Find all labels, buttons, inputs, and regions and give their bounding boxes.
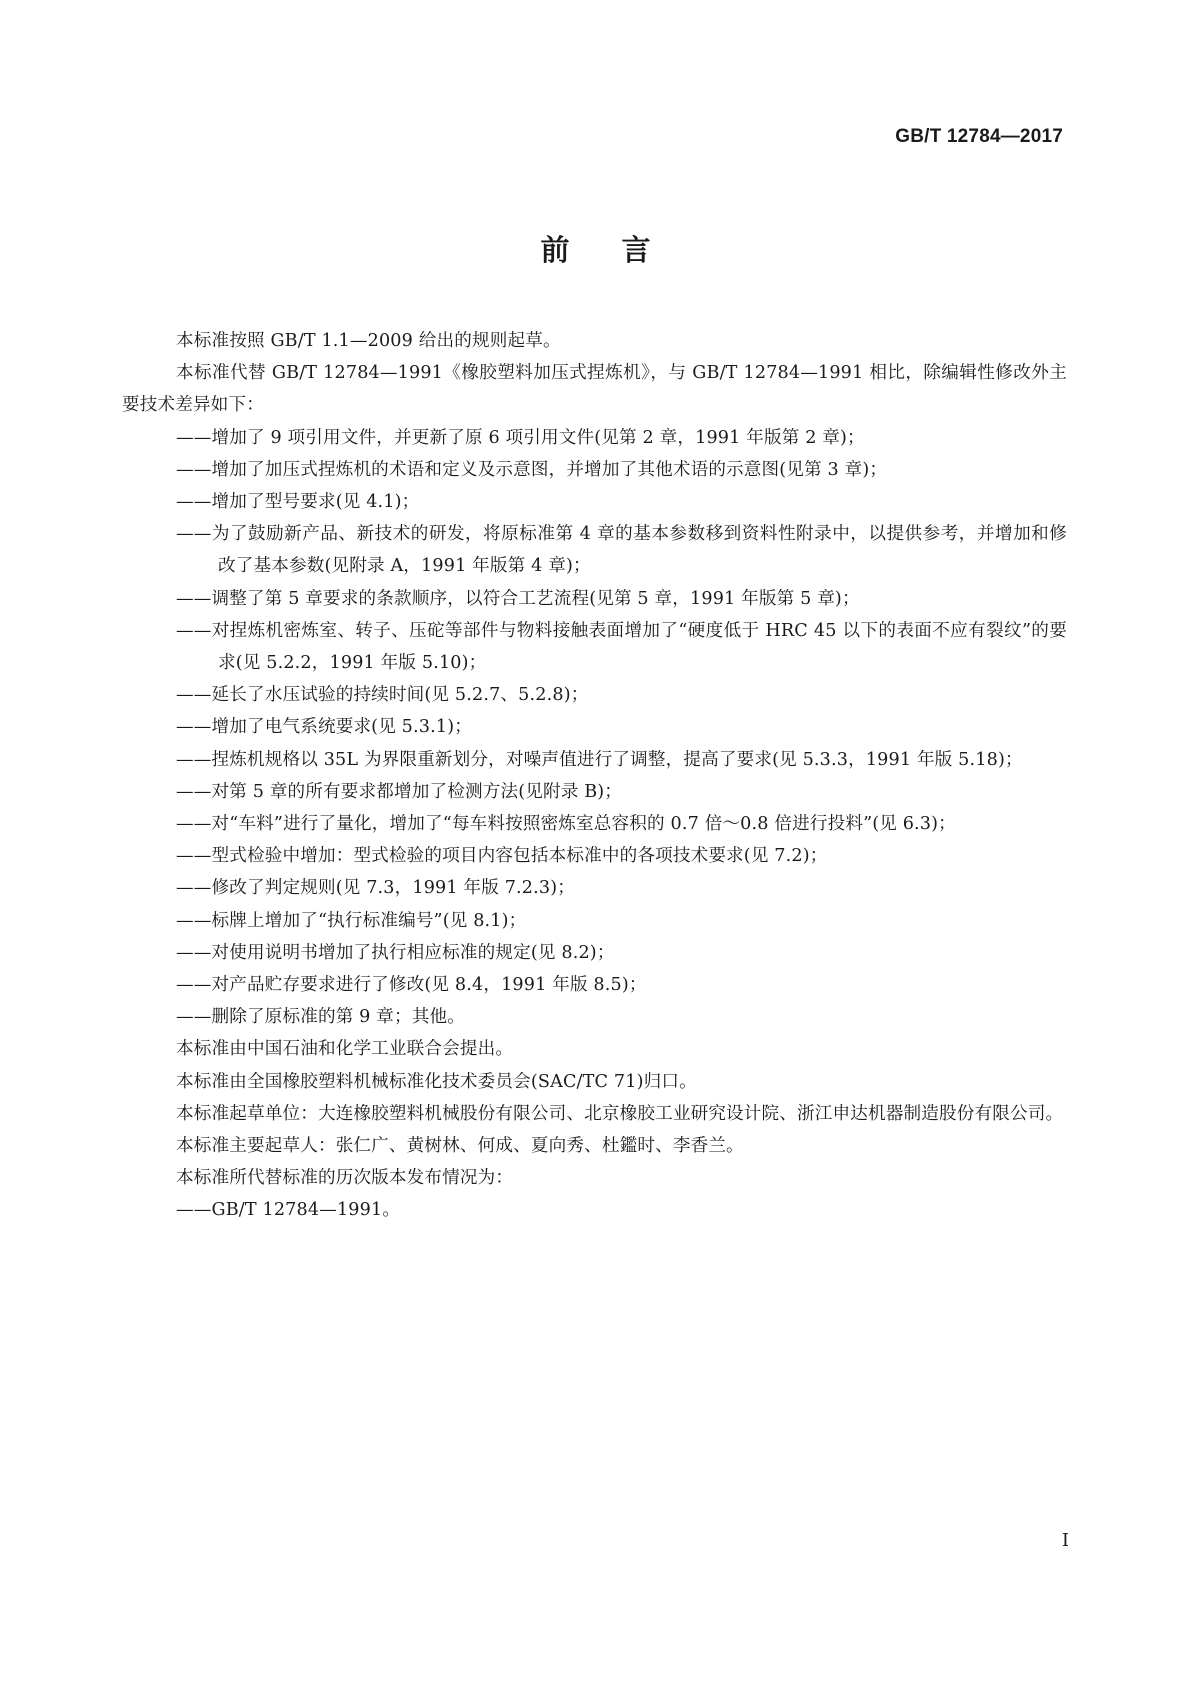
document-body: [122, 325, 1067, 1227]
list-item: ——删除了原标准的第 9 章；其他。: [176, 1007, 465, 1028]
list-item: ——对产品贮存要求进行了修改(见 8.4，1991 年版 8.5)；: [176, 975, 647, 996]
list-item: ——标牌上增加了“执行标准编号”(见 8.1)；: [176, 910, 527, 931]
list-item-previous-version: ——GB/T 12784—1991。: [176, 1200, 401, 1221]
page-title: 前言: [540, 233, 703, 267]
list-item: ——修改了判定规则(见 7.3，1991 年版 7.2.3)；: [176, 878, 575, 899]
list-item: ——对捏炼机密炼室、转子、压砣等部件与物料接触表面增加了“硬度低于 HRC 45 以下的表面不应有裂纹”的要求(见 5.2.2，1991 年版 5.10)；: [176, 620, 1067, 674]
list-item: ——增加了 9 项引用文件，并更新了原 6 项引用文件(见第 2 章，1991 年版第 2 章)；: [176, 427, 865, 448]
changes-list: [122, 422, 1067, 1034]
paragraph-drafting-units: 本标准起草单位：大连橡胶塑料机械股份有限公司、北京橡胶工业研究设计院、浙江申达机器制造股份有限公司。: [176, 1103, 1064, 1124]
list-item: ——捏炼机规格以 35L 为界限重新划分，对噪声值进行了调整，提高了要求(见 5.3.3，1991 年版 5.18)；: [176, 749, 1023, 770]
list-item: ——增加了电气系统要求(见 5.3.1)；: [176, 717, 472, 738]
list-item: ——延长了水压试验的持续时间(见 5.2.7、5.2.8)；: [176, 685, 589, 706]
list-item: ——对“车料”进行了量化，增加了“每车料按照密炼室总容积的 0.7 倍～0.8 倍进行投料”(见 6.3)；: [176, 814, 956, 835]
list-item: ——型式检验中增加：型式检验的项目内容包括本标准中的各项技术要求(见 7.2)；: [176, 846, 828, 867]
paragraph-replacement: 本标准代替 GB/T 12784—1991《橡胶塑料加压式捏炼机》，与 GB/T 12784—1991 相比，除编辑性修改外主要技术差异如下：: [122, 363, 1067, 416]
list-item: ——增加了型号要求(见 4.1)；: [176, 492, 420, 513]
list-item: ——为了鼓励新产品、新技术的研发，将原标准第 4 章的基本参数移到资料性附录中，以提供参考，并增加和修改了基本参数(见附录 A，1991 年版第 4 章)；: [176, 524, 1067, 577]
list-item: ——增加了加压式捏炼机的术语和定义及示意图，并增加了其他术语的示意图(见第 3 章)；: [176, 459, 888, 480]
page-number: I: [1061, 1530, 1069, 1551]
list-item: ——调整了第 5 章要求的条款顺序，以符合工艺流程(见第 5 章，1991 年版第 5 章)；: [176, 588, 860, 609]
list-item: ——对使用说明书增加了执行相应标准的规定(见 8.2)；: [176, 942, 615, 963]
standard-number: GB/T 12784—2017: [895, 126, 1063, 147]
paragraph-drafters: 本标准主要起草人：张仁广、黄树林、何成、夏向秀、杜鑑时、李香兰。: [176, 1136, 744, 1157]
list-item: ——对第 5 章的所有要求都增加了检测方法(见附录 B)；: [176, 781, 623, 802]
paragraph-drafting-rules: 本标准按照 GB/T 1.1—2009 给出的规则起草。: [176, 331, 561, 351]
paragraph-proposer: 本标准由中国石油和化学工业联合会提出。: [176, 1039, 514, 1060]
paragraph-technical-committee: 本标准由全国橡胶塑料机械标准化技术委员会(SAC/TC 71)归口。: [176, 1071, 697, 1092]
paragraph-version-history: 本标准所代替标准的历次版本发布情况为：: [176, 1168, 514, 1189]
